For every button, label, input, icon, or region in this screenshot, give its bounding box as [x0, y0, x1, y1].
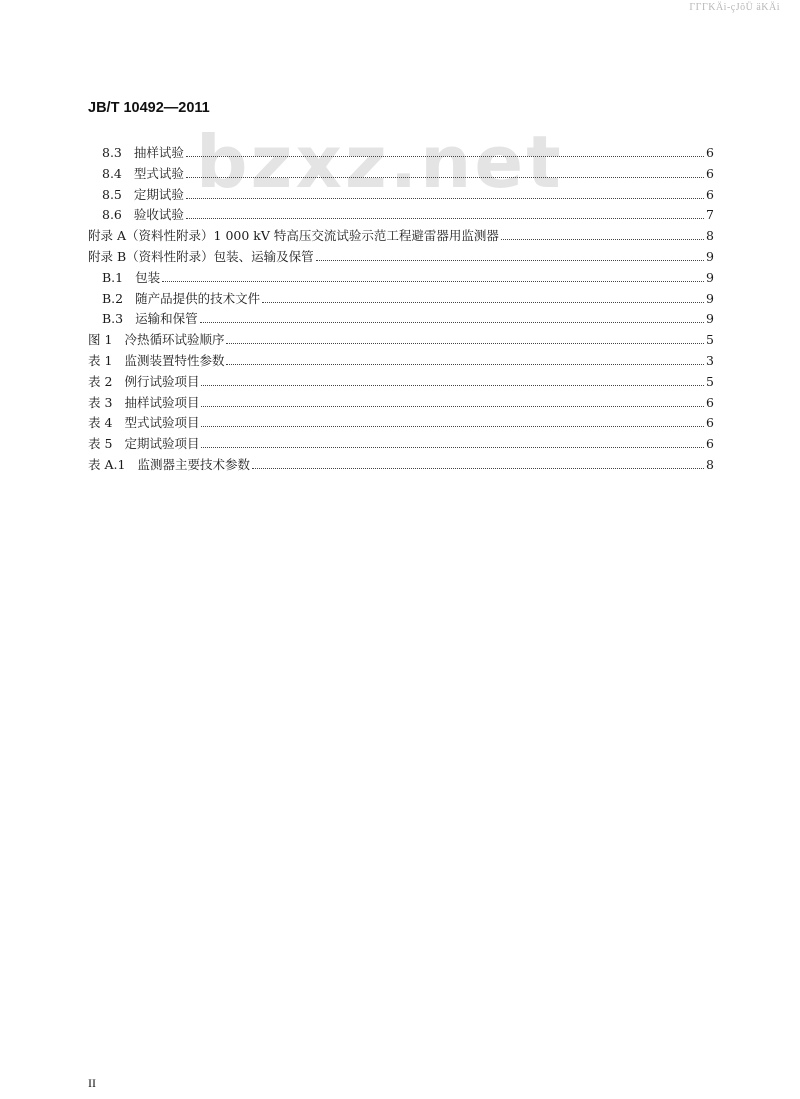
toc-entry-title: （资料性附录）1 000 kV 特高压交流试验示范工程避雷器用监测器	[126, 228, 499, 244]
toc-entry-page: 3	[706, 352, 714, 368]
toc-entry[interactable]	[88, 289, 714, 310]
toc-entry-page: 7	[706, 207, 714, 223]
watermark: bzxz.net	[196, 120, 564, 204]
toc-entry-title: 包装	[135, 269, 161, 285]
toc-entry-title: 例行试验项目	[124, 373, 200, 389]
toc-entry-title: 冷热循环试验顺序	[124, 332, 225, 348]
toc-dot-leader	[201, 425, 704, 427]
toc-entry-number: 表 4	[88, 415, 113, 431]
toc-entry-title: 定期试验	[133, 186, 184, 202]
toc-entry-number: 表 2	[88, 373, 113, 389]
toc-entry[interactable]	[88, 351, 714, 372]
toc-entry-title: 型式试验项目	[124, 415, 200, 431]
toc-entry-page: 5	[706, 332, 714, 348]
toc-entry-number: B.3	[102, 311, 124, 327]
toc-dot-leader	[200, 321, 704, 323]
toc-entry-page: 9	[706, 269, 714, 285]
toc-entry[interactable]	[88, 372, 714, 393]
toc-entry-title: 定期试验项目	[124, 436, 200, 452]
toc-entry-page: 6	[706, 394, 714, 410]
toc-dot-leader	[252, 467, 704, 469]
toc-entry-number: 图 1	[88, 332, 113, 348]
toc-entry-page: 6	[706, 415, 714, 431]
toc-entry-number: 附录 A	[88, 228, 127, 244]
toc-entry-number: 8.6	[102, 207, 122, 223]
toc-entry[interactable]	[88, 413, 714, 434]
toc-entry-number: B.2	[102, 290, 124, 306]
page-number: II	[88, 1076, 96, 1090]
toc-entry-number: 表 A.1	[88, 456, 126, 472]
toc-entry-number: 表 5	[88, 436, 113, 452]
toc-entry[interactable]	[88, 143, 714, 164]
toc-entry-title: 运输和保管	[135, 311, 198, 327]
toc-entry-title: 抽样试验项目	[124, 394, 200, 410]
toc-entry-title: 型式试验	[133, 165, 184, 181]
toc-dot-leader	[186, 176, 704, 178]
toc-entry[interactable]	[88, 226, 714, 247]
toc-entry-page: 8	[706, 228, 714, 244]
toc-entry-page: 8	[706, 456, 714, 472]
toc-entry-title: 验收试验	[133, 207, 184, 223]
toc-entry-title: 监测器主要技术参数	[137, 456, 250, 472]
toc-entry[interactable]	[88, 205, 714, 226]
toc-entry[interactable]	[88, 309, 714, 330]
toc-entry-page: 9	[706, 290, 714, 306]
toc-entry-page: 6	[706, 165, 714, 181]
toc-entry-number: 表 3	[88, 394, 113, 410]
toc-dot-leader	[186, 217, 704, 219]
toc-dot-leader	[186, 155, 704, 157]
toc-entry[interactable]	[88, 455, 714, 476]
toc-entry-page: 9	[706, 311, 714, 327]
toc-entry-title: （资料性附录）包装、运输及保管	[126, 248, 314, 264]
toc-entry[interactable]	[88, 164, 714, 185]
toc-dot-leader	[316, 259, 704, 261]
toc-entry-title: 监测装置特性参数	[124, 352, 225, 368]
toc-dot-leader	[201, 384, 704, 386]
table-of-contents	[88, 143, 714, 476]
toc-entry[interactable]	[88, 268, 714, 289]
toc-dot-leader	[226, 342, 704, 344]
toc-dot-leader	[262, 301, 704, 303]
toc-entry-page: 6	[706, 436, 714, 452]
toc-entry-page: 5	[706, 373, 714, 389]
header-mark: ΓΓΓKÄi-çJõÜ äKÄi	[689, 2, 780, 13]
toc-dot-leader	[501, 238, 704, 240]
toc-dot-leader	[201, 446, 704, 448]
toc-entry-page: 6	[706, 145, 714, 160]
toc-entry-number: 表 1	[88, 352, 113, 368]
toc-entry[interactable]	[88, 185, 714, 206]
toc-entry-number: 附录 B	[88, 248, 127, 264]
toc-entry-number: 8.3	[102, 145, 122, 160]
toc-entry-page: 6	[706, 186, 714, 202]
toc-entry-title: 随产品提供的技术文件	[135, 290, 261, 306]
toc-entry-number: B.1	[102, 269, 124, 285]
toc-entry-number: 8.5	[102, 186, 122, 202]
toc-entry[interactable]	[88, 434, 714, 455]
toc-entry-page: 9	[706, 248, 714, 264]
toc-dot-leader	[162, 280, 704, 282]
toc-dot-leader	[226, 363, 704, 365]
toc-dot-leader	[186, 197, 704, 199]
toc-entry-number: 8.4	[102, 165, 122, 181]
toc-dot-leader	[201, 405, 704, 407]
toc-entry-title: 抽样试验	[133, 145, 184, 160]
toc-entry[interactable]	[88, 330, 714, 351]
toc-entry[interactable]	[88, 393, 714, 414]
toc-entry[interactable]	[88, 247, 714, 268]
standard-code: JB/T 10492—2011	[88, 100, 210, 116]
